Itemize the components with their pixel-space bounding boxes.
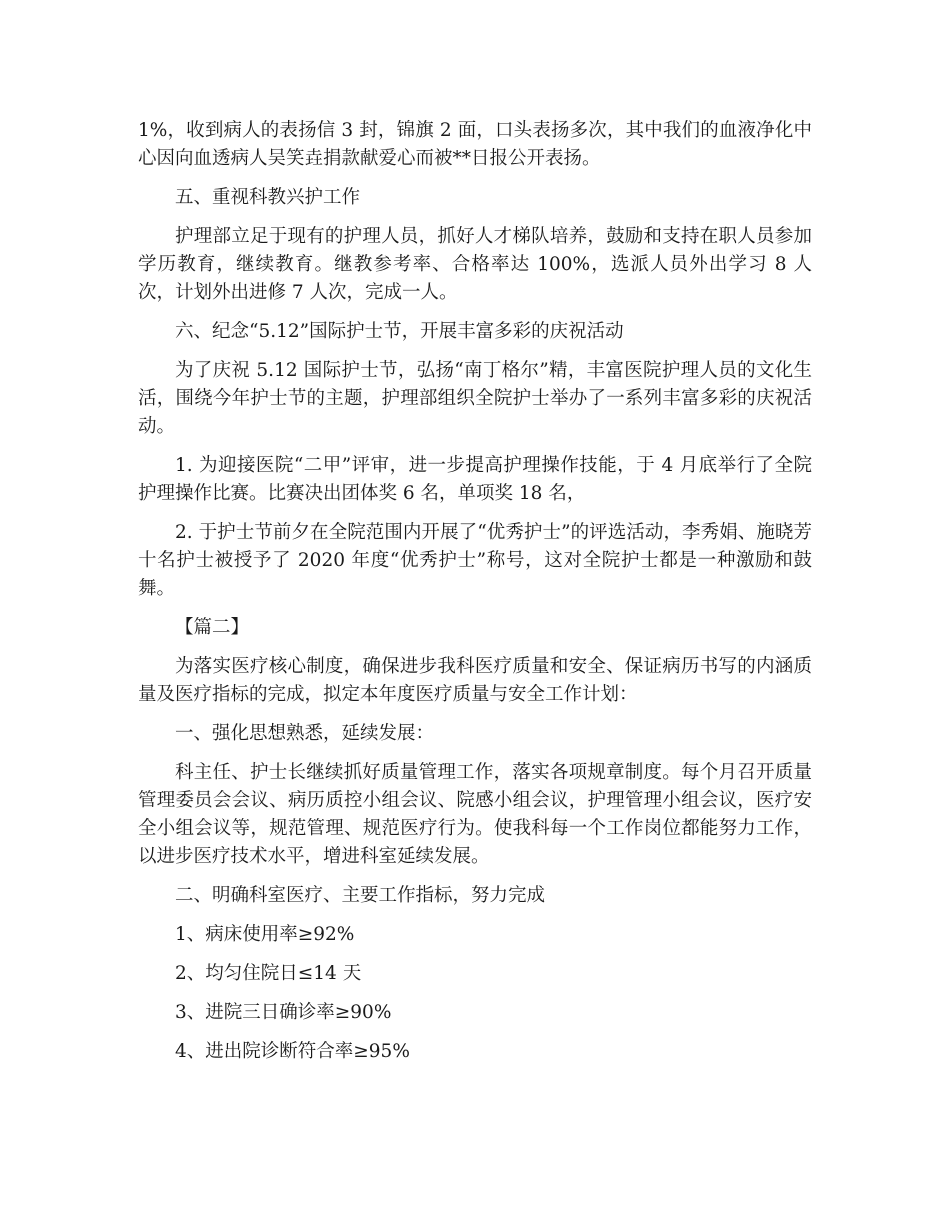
paragraph-item-2: 2. 于护士节前夕在全院范围内开展了“优秀护士”的评选活动，李秀娟、施晓芳十名护士被授予了 2020 年度“优秀护士”称号，这对全院护士都是一种激励和鼓舞。 bbox=[138, 522, 812, 599]
paragraph-nurses-day: 为了庆祝 5.12 国际护士节，弘扬“南丁格尔”精，丰富医院护理人员的文化生活，围绕今年护士节的主题，护理部组织全院护士举办了一系列丰富多彩的庆祝活动。 bbox=[138, 360, 812, 437]
paragraph-plan-intro: 为落实医疗核心制度，确保进步我科医疗质量和安全、保证病历书写的内涵质量及医疗指标的完成，拟定本年度医疗质量与安全工作计划： bbox=[138, 656, 812, 705]
section-heading-2: 二、明确科室医疗、主要工作指标，努力完成 bbox=[175, 885, 546, 906]
indicator-item-2: 2、均匀住院日≤14 天 bbox=[175, 963, 362, 984]
indicator-item-4: 4、进出院诊断符合率≥95% bbox=[175, 1041, 410, 1062]
indicator-item-1: 1、病床使用率≥92% bbox=[175, 924, 355, 945]
paragraph-education: 护理部立足于现有的护理人员，抓好人才梯队培养，鼓励和支持在职人员参加学历教育，继续教育。继教参考率、合格率达 100%，选派人员外出学习 8 人次，计划外出进修 7 人次，完成一人。 bbox=[138, 226, 812, 303]
section-heading-5: 五、重视科教兴护工作 bbox=[175, 187, 361, 208]
paragraph-continuation: 1%，收到病人的表扬信 3 封，锦旗 2 面，口头表扬多次，其中我们的血液净化中心因向血透病人吴笑垚捐款献爱心而被**日报公开表扬。 bbox=[138, 120, 812, 169]
document-body bbox=[138, 117, 812, 1077]
paragraph-management: 科主任、护士长继续抓好质量管理工作，落实各项规章制度。每个月召开质量管理委员会会议、病历质控小组会议、院感小组会议，护理管理小组会议，医疗安全小组会议等，规范管理、规范医疗行为。使我科每一个工作岗位都能努力工作，以进步医疗技术水平，增进科室延续发展。 bbox=[138, 762, 812, 867]
part-two-heading: 【篇二】 bbox=[175, 617, 250, 638]
paragraph-item-1: 1. 为迎接医院“二甲”评审，进一步提高护理操作技能，于 4 月底举行了全院护理操作比赛。比赛决出团体奖 6 名，单项奖 18 名， bbox=[138, 455, 812, 504]
indicator-item-3: 3、进院三日确诊率≥90% bbox=[175, 1002, 392, 1023]
section-heading-6: 六、纪念“5.12”国际护士节，开展丰富多彩的庆祝活动 bbox=[175, 321, 624, 342]
section-heading-1: 一、强化思想熟悉，延续发展： bbox=[175, 723, 435, 744]
